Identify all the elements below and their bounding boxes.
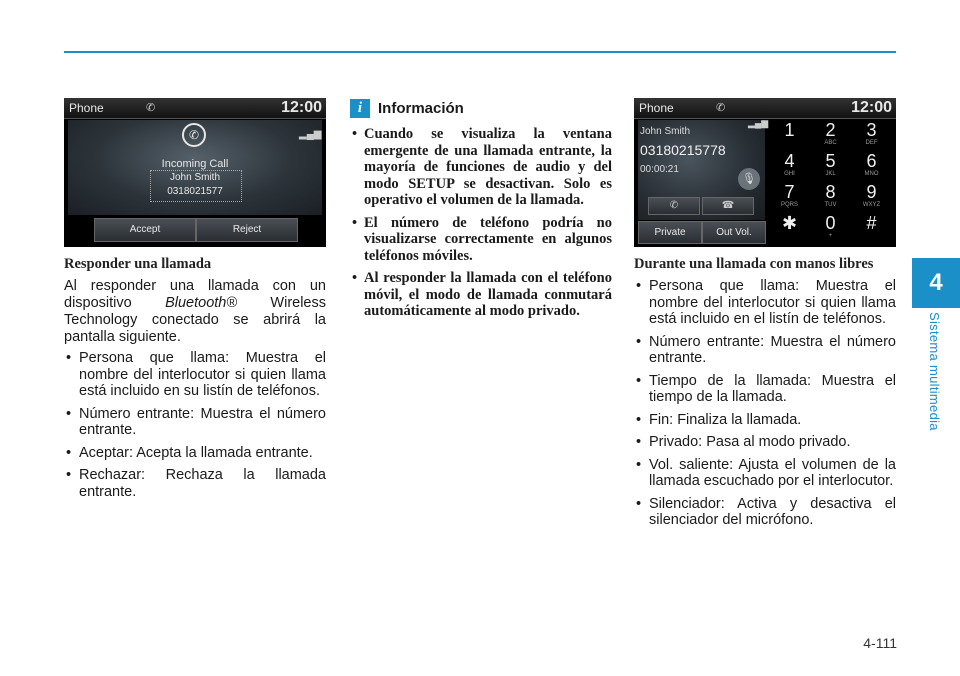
key-letters: ABC — [824, 140, 837, 146]
header-rule — [64, 51, 896, 53]
info-bullet-list — [350, 126, 612, 320]
key-5[interactable] — [810, 151, 851, 181]
bullet-dot: • — [636, 372, 642, 389]
bullet-dot: • — [636, 333, 642, 350]
list-item-text: El número de teléfono podría no visualizarse correctamente en algunos teléfonos móviles. — [364, 214, 612, 264]
active-call-screen — [634, 98, 896, 247]
list-item-text: Privado: Pasa al modo privado. — [649, 434, 851, 450]
list-item — [634, 373, 896, 406]
answer-bullet-list — [64, 350, 326, 500]
phone-call-icon: ✆ — [182, 123, 206, 147]
info-column — [350, 98, 612, 326]
caller-name: John Smith — [640, 126, 691, 137]
accept-button[interactable]: Accept — [94, 218, 196, 242]
key-9[interactable] — [851, 182, 892, 212]
bullet-dot: • — [66, 350, 72, 366]
incoming-call-label: Incoming Call — [161, 158, 229, 170]
handsfree-bullet-list — [634, 278, 896, 529]
private-button[interactable]: Private — [638, 221, 702, 244]
signal-icon: ▂▄▆ — [748, 118, 769, 128]
list-item — [634, 434, 896, 451]
list-item — [634, 412, 896, 429]
key-letters: + — [828, 233, 833, 239]
list-item — [64, 467, 326, 500]
handset-icon: ✆ — [716, 102, 726, 114]
screen-header — [64, 98, 326, 119]
screen-title: Phone — [639, 101, 674, 115]
section-heading: Durante una llamada con manos libres — [634, 256, 874, 272]
info-icon: i — [350, 99, 370, 118]
key-digit: 2 — [825, 120, 836, 140]
list-item — [634, 334, 896, 367]
key-letters: WXYZ — [862, 202, 881, 208]
chapter-number-tab: 4 — [912, 258, 960, 308]
caller-number: 0318021577 — [167, 186, 223, 197]
intro-post: Wireless Technology conectado se abrirá la pantalla siguiente. — [64, 295, 326, 345]
list-item-text: Al responder la llamada con el teléfono móvil, el modo de llamada conmutará automáticamente al modo privado. — [364, 270, 612, 319]
out-volume-button[interactable]: Out Vol. — [702, 221, 766, 244]
bluetooth-brand: Bluetooth® — [165, 295, 238, 311]
list-item-text: Número entrante: Muestra el número entrante. — [79, 405, 326, 438]
key-star[interactable] — [769, 213, 810, 243]
key-letters: PQRS — [780, 202, 798, 208]
screen-time: 12:00 — [281, 99, 322, 116]
key-2[interactable] — [810, 120, 851, 150]
hangup-icon: ☎ — [721, 200, 735, 211]
reject-button[interactable]: Reject — [196, 218, 298, 242]
incoming-call-screen — [64, 98, 326, 247]
key-8[interactable] — [810, 182, 851, 212]
key-digit: 3 — [866, 120, 877, 140]
handsfree-column — [634, 98, 896, 535]
page-number: 4-111 — [863, 635, 897, 651]
list-item — [64, 445, 326, 462]
list-item — [64, 350, 326, 400]
key-6[interactable] — [851, 151, 892, 181]
bullet-dot: • — [66, 467, 72, 483]
list-item-text: Silenciador: Activa y desactiva el silenciador del micrófono. — [649, 495, 896, 528]
list-item-text: Cuando se visualiza la ventana emergente de una llamada entrante, la mayoría de funciones de audio y del modo SETUP se desactivan. Solo es operativo el volumen de la llamada. — [364, 126, 612, 208]
bullet-dot: • — [352, 270, 358, 286]
key-digit: 9 — [866, 182, 877, 202]
intro-paragraph — [64, 278, 326, 346]
handset-icon: ✆ — [146, 102, 156, 114]
caller-number: 03180215778 — [640, 142, 726, 158]
caller-name: John Smith — [169, 172, 221, 183]
bullet-dot: • — [66, 405, 72, 422]
list-item — [350, 270, 612, 320]
bullet-dot: • — [636, 278, 642, 294]
list-item — [64, 406, 326, 439]
key-digit: 4 — [784, 151, 795, 171]
info-title: Información — [378, 100, 464, 117]
screen-title: Phone — [69, 101, 104, 115]
list-item-text: Número entrante: Muestra el número entrante. — [649, 333, 896, 366]
hold-button[interactable] — [702, 197, 754, 215]
bullet-dot: • — [636, 411, 642, 428]
list-item — [634, 496, 896, 529]
key-0[interactable] — [810, 213, 851, 243]
bullet-dot: • — [636, 495, 642, 512]
key-digit: 8 — [825, 182, 836, 202]
key-letters: JKL — [825, 171, 836, 177]
list-item — [634, 457, 896, 490]
list-item-text: Rechazar: Rechaza la llamada entrante. — [79, 467, 326, 500]
key-digit: 5 — [825, 151, 836, 171]
list-item-text: Aceptar: Acepta la llamada entrante. — [79, 444, 313, 461]
bullet-dot: • — [636, 456, 642, 473]
list-item-text: Persona que llama: Muestra el nombre del interlocutor si quien llama está incluido en su listín de teléfonos. — [79, 350, 326, 399]
key-digit: 0 — [825, 213, 836, 233]
answer-column — [64, 98, 326, 506]
key-hash[interactable] — [851, 213, 892, 243]
screen-time: 12:00 — [851, 99, 892, 116]
list-item-text: Vol. saliente: Ajusta el volumen de la llamada escuchado por el interlocutor. — [649, 456, 896, 489]
screen-header — [634, 98, 896, 119]
key-digit: 6 — [866, 151, 877, 171]
bullet-dot: • — [352, 214, 358, 231]
list-item-text: Fin: Finaliza la llamada. — [649, 411, 802, 428]
key-digit: # — [866, 213, 877, 233]
key-digit: ✱ — [781, 213, 798, 233]
list-item-text: Persona que llama: Muestra el nombre del interlocutor si quien llama está incluido en el listín de teléfonos. — [649, 278, 896, 327]
key-digit: 1 — [784, 120, 795, 140]
key-letters: GHI — [784, 171, 795, 177]
key-letters: TUV — [824, 202, 837, 208]
bullet-dot: • — [636, 434, 642, 450]
chapter-title: Sistema multimedia — [927, 312, 942, 431]
list-item — [634, 278, 896, 328]
key-digit: 7 — [784, 182, 795, 202]
list-item — [350, 215, 612, 265]
section-heading: Responder una llamada — [64, 256, 212, 272]
key-4[interactable] — [769, 151, 810, 181]
key-letters: MNO — [864, 171, 879, 177]
microphone-icon[interactable]: 🎙 — [738, 168, 760, 190]
info-header — [350, 99, 612, 118]
list-item — [350, 126, 612, 209]
key-1[interactable] — [769, 120, 810, 150]
end-call-icon: ✆ — [669, 200, 679, 211]
call-duration: 00:00:21 — [640, 164, 679, 175]
dial-keypad — [769, 120, 893, 244]
key-3[interactable] — [851, 120, 892, 150]
bullet-dot: • — [66, 444, 72, 461]
end-call-button[interactable] — [648, 197, 700, 215]
signal-icon: ▂▄▆ — [299, 129, 322, 140]
intro-pre: Al responder una llamada con un dispositivo — [64, 278, 326, 311]
key-7[interactable] — [769, 182, 810, 212]
key-letters: DEF — [865, 140, 878, 146]
list-item-text: Tiempo de la llamada: Muestra el tiempo de la llamada. — [649, 372, 896, 405]
bullet-dot: • — [352, 126, 358, 142]
